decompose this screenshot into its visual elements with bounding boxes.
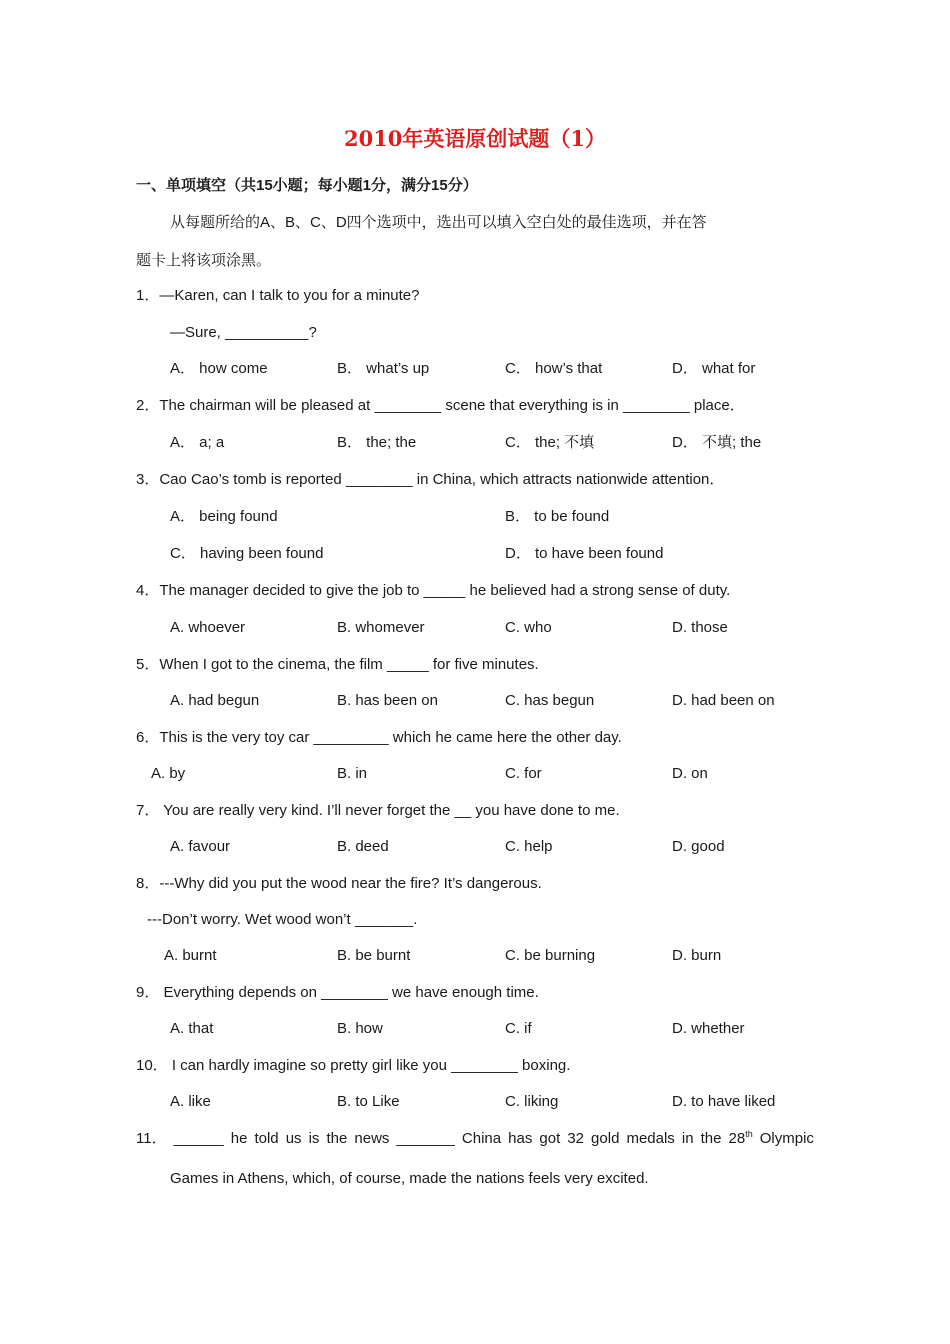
question-7-option-b: B. deed xyxy=(337,838,389,855)
q11-word: told xyxy=(254,1130,279,1147)
question-1-reply: —Sure, __________? xyxy=(170,324,317,341)
question-10-stem: 10． I can hardly imagine so pretty girl like you ________ boxing. xyxy=(136,1057,571,1074)
question-4-stem: 4．The manager decided to give the job to _____ he believed had a strong sense of duty. xyxy=(136,582,731,599)
q11-ordinal xyxy=(729,1129,753,1149)
question-4-option-b: B. whomever xyxy=(337,619,425,636)
question-1-option-d: D． what for xyxy=(672,360,756,377)
q11-word: he xyxy=(230,1130,248,1147)
question-1-option-c: C． how’s that xyxy=(505,360,603,377)
question-8-option-a: A. burnt xyxy=(164,947,217,964)
question-4-option-d: D. those xyxy=(672,619,728,636)
question-4-option-c: C. who xyxy=(505,619,552,636)
question-7-option-a: A. favour xyxy=(170,838,231,855)
question-6-option-b: B. in xyxy=(337,765,368,782)
section-heading: 一、单项填空（共15小题；每小题1分，满分15分） xyxy=(136,177,478,194)
q11-word: _______ xyxy=(396,1130,455,1147)
question-2-option-a: A． a; a xyxy=(170,434,225,451)
question-1-stem: 1．—Karen, can I talk to you for a minute? xyxy=(136,287,420,304)
question-2-stem: 2．The chairman will be pleased at ________ scene that everything is in ________ place． xyxy=(136,397,745,414)
question-5-option-b: B. has been on xyxy=(337,692,438,709)
q11-word: news xyxy=(354,1130,390,1147)
question-6-option-d: D. on xyxy=(672,765,708,782)
question-9-option-c: C. if xyxy=(505,1020,532,1037)
question-7-stem: 7． You are really very kind. I’ll never forget the __ you have done to me. xyxy=(136,802,620,819)
question-9-option-d: D. whether xyxy=(672,1020,745,1037)
q11-ordinal-base: 28 xyxy=(728,1130,746,1147)
question-3-option-d: D． to have been found xyxy=(505,545,664,562)
q11-word: is xyxy=(308,1130,320,1147)
q11-word: Olympic xyxy=(759,1130,814,1147)
question-5-stem: 5．When I got to the cinema, the film _____ for five minutes. xyxy=(136,656,539,673)
question-5-option-c: C. has begun xyxy=(505,692,595,709)
q11-word: China xyxy=(461,1130,502,1147)
question-7-option-c: C. help xyxy=(505,838,553,855)
question-3-option-a: A． being found xyxy=(170,508,278,525)
q11-word: gold xyxy=(591,1130,620,1147)
q11-word: medals xyxy=(626,1130,675,1147)
question-5-option-a: A. had begun xyxy=(170,692,260,709)
question-6-option-a: A. by xyxy=(151,765,186,782)
instruction-line-1: 从每题所给的A、B、C、D四个选项中，选出可以填入空白处的最佳选项，并在答 xyxy=(170,214,707,231)
page-title: 2010年英语原创试题（1） xyxy=(343,126,607,151)
question-2-option-b: B． the; the xyxy=(337,434,417,451)
question-6-option-c: C. for xyxy=(505,765,542,782)
q11-ordinal-suffix: th xyxy=(745,1129,753,1139)
q11-word: got xyxy=(539,1130,561,1147)
question-1-option-a: A． how come xyxy=(170,360,268,377)
question-8-reply: ---Don’t worry. Wet wood won’t _______. xyxy=(147,911,418,928)
question-4-option-a: A. whoever xyxy=(170,619,246,636)
question-9-option-b: B. how xyxy=(337,1020,383,1037)
q11-word: in xyxy=(681,1130,694,1147)
question-8-option-c: C. be burning xyxy=(505,947,596,964)
question-10-option-a: A. like xyxy=(170,1093,211,1110)
question-3-stem: 3．Cao Cao’s tomb is reported ________ in China, which attracts nationwide attention． xyxy=(136,471,725,488)
question-10-option-d: D. to have liked xyxy=(672,1093,776,1110)
question-3-option-b: B． to be found xyxy=(505,508,610,525)
q11-word: 32 xyxy=(567,1130,584,1147)
question-1-option-b: B． what’s up xyxy=(337,360,430,377)
question-10-option-c: C. liking xyxy=(505,1093,559,1110)
question-9-stem: 9． Everything depends on ________ we have enough time. xyxy=(136,984,539,1001)
instruction-line-2: 题卡上将该项涂黑。 xyxy=(136,252,272,269)
question-5-option-d: D. had been on xyxy=(672,692,775,709)
question-8-stem: 8．---Why did you put the wood near the fire? It’s dangerous. xyxy=(136,875,542,892)
q11-word: ______ xyxy=(173,1130,224,1147)
question-8-option-d: D. burn xyxy=(672,947,722,964)
question-8-option-b: B. be burnt xyxy=(337,947,411,964)
q11-word: the xyxy=(326,1130,348,1147)
q11-word: 11． xyxy=(136,1130,167,1147)
question-2-option-c: C． the; 不填 xyxy=(505,434,595,451)
question-3-option-c: C． having been found xyxy=(170,545,324,562)
question-7-option-d: D. good xyxy=(672,838,725,855)
question-2-option-d: D． 不填; the xyxy=(672,434,762,451)
question-10-option-b: B. to Like xyxy=(337,1093,400,1110)
q11-word: has xyxy=(508,1130,533,1147)
q11-word: us xyxy=(285,1130,302,1147)
q11-word: the xyxy=(700,1130,722,1147)
question-11-continuation: Games in Athens, which, of course, made the nations feels very excited. xyxy=(170,1170,649,1187)
question-9-option-a: A. that xyxy=(170,1020,214,1037)
question-6-stem: 6．This is the very toy car _________ which he came here the other day. xyxy=(136,729,622,746)
question-11-stem xyxy=(136,1129,814,1149)
